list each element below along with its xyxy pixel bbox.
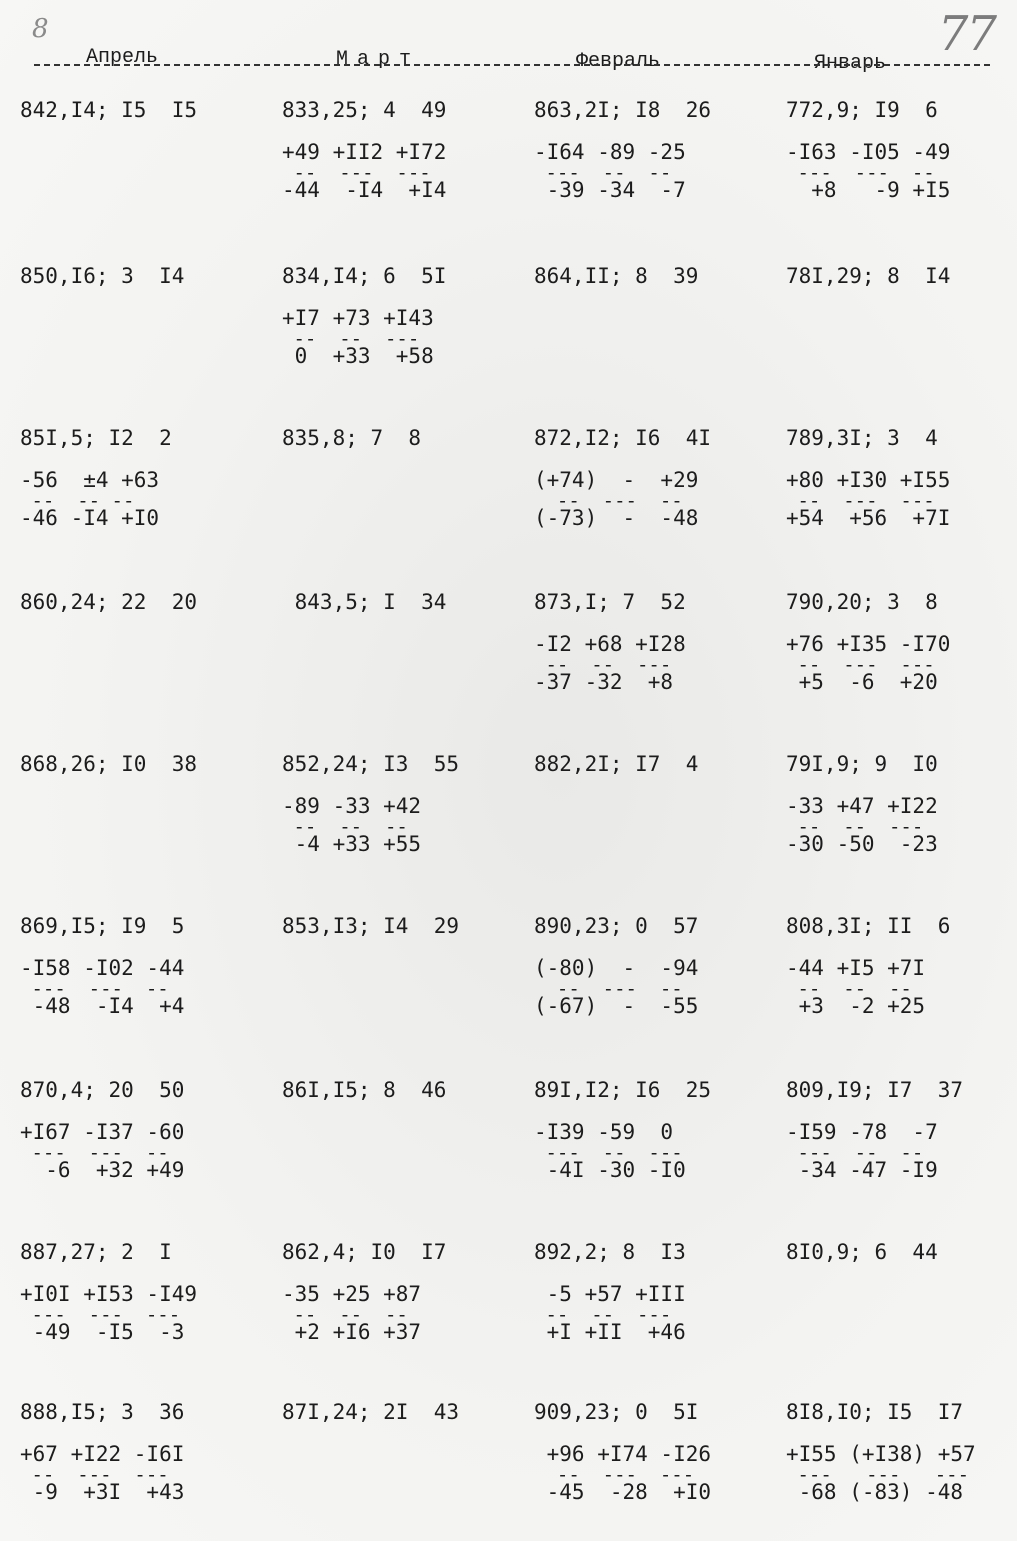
entry-numerator bbox=[282, 958, 527, 982]
entry-january bbox=[786, 592, 1017, 752]
entry-numerator: +I7 +73 +I43 bbox=[282, 306, 434, 330]
entry-header: 8I0,9; 6 44 bbox=[786, 1240, 938, 1264]
entry-april bbox=[20, 1402, 265, 1541]
entry-denominator bbox=[786, 1322, 1017, 1346]
entry-denominator: -39 -34 -7 bbox=[534, 178, 686, 202]
entry-dash-rule: --- -- -- bbox=[534, 162, 672, 184]
entry-header: 869,I5; I9 5 bbox=[20, 914, 185, 938]
entry-header: 862,4; I0 I7 bbox=[282, 1240, 447, 1264]
entry-february bbox=[534, 100, 779, 260]
entry-numerator: -5 +57 +III bbox=[534, 1282, 686, 1306]
entry-january bbox=[786, 100, 1017, 260]
entry-denominator: -37 -32 +8 bbox=[534, 670, 674, 694]
entry-numerator: +96 +I74 -I26 bbox=[534, 1442, 712, 1466]
entry-dash-rule: -- -- --- bbox=[534, 1304, 672, 1326]
entry-denominator: -44 -I4 +I4 bbox=[282, 178, 447, 202]
entry-numerator: +I67 -I37 -60 bbox=[20, 1120, 185, 1144]
ledger-grid bbox=[16, 96, 996, 1536]
entry-february bbox=[534, 1402, 779, 1541]
entry-february bbox=[534, 428, 779, 588]
entry-numerator: -I39 -59 0 bbox=[534, 1120, 674, 1144]
entry-denominator: -48 -I4 +4 bbox=[20, 994, 185, 1018]
entry-numerator: +67 +I22 -I6I bbox=[20, 1442, 185, 1466]
entry-dash-rule: -- --- -- bbox=[534, 978, 683, 1000]
entry-march bbox=[282, 100, 527, 260]
entry-dash-rule bbox=[282, 660, 527, 670]
entry-header: 887,27; 2 I bbox=[20, 1240, 172, 1264]
entry-header: 79I,9; 9 I0 bbox=[786, 752, 938, 776]
entry-april bbox=[20, 428, 265, 588]
entry-february bbox=[534, 754, 779, 914]
entry-dash-rule: -- --- --- bbox=[534, 1464, 695, 1486]
entry-numerator bbox=[786, 308, 1017, 332]
entry-dash-rule: -- --- --- bbox=[282, 162, 431, 184]
entry-dash-rule bbox=[20, 334, 265, 344]
entry-denominator: +8 -9 +I5 bbox=[786, 178, 951, 202]
entry-dash-rule: -- --- -- bbox=[534, 490, 683, 512]
entry-february bbox=[534, 592, 779, 752]
entry-dash-rule bbox=[534, 334, 779, 344]
entry-denominator: (-73) - -48 bbox=[534, 506, 699, 530]
entry-april bbox=[20, 592, 265, 752]
entry-denominator bbox=[282, 508, 527, 532]
entry-dash-rule: --- --- -- bbox=[20, 978, 169, 1000]
entry-january bbox=[786, 1402, 1017, 1541]
entry-april bbox=[20, 266, 265, 426]
header-february: Февраль bbox=[576, 50, 661, 73]
entry-denominator: +5 -6 +20 bbox=[786, 670, 938, 694]
entry-header: 872,I2; I6 4I bbox=[534, 426, 712, 450]
entry-march bbox=[282, 1402, 527, 1541]
entry-header: 87I,24; 2I 43 bbox=[282, 1400, 460, 1424]
entry-header: 863,2I; I8 26 bbox=[534, 98, 712, 122]
entry-february bbox=[534, 266, 779, 426]
entry-dash-rule: -- -- -- bbox=[282, 816, 408, 838]
entry-header: 843,5; I 34 bbox=[282, 590, 447, 614]
entry-numerator bbox=[534, 796, 779, 820]
entry-numerator: (+74) - +29 bbox=[534, 468, 699, 492]
entry-header: 852,24; I3 55 bbox=[282, 752, 460, 776]
entry-header: 853,I3; I4 29 bbox=[282, 914, 460, 938]
entry-header: 888,I5; 3 36 bbox=[20, 1400, 185, 1424]
entry-march bbox=[282, 266, 527, 426]
entry-dash-rule: --- -- --- bbox=[534, 1142, 683, 1164]
entry-numerator bbox=[282, 634, 527, 658]
entry-january bbox=[786, 1242, 1017, 1402]
entry-dash-rule: -- -- -- bbox=[282, 1304, 408, 1326]
entry-header: 8I8,I0; I5 I7 bbox=[786, 1400, 964, 1424]
entry-denominator: -4 +33 +55 bbox=[282, 832, 422, 856]
entry-numerator: -44 +I5 +7I bbox=[786, 956, 926, 980]
entry-denominator: +3 -2 +25 bbox=[786, 994, 926, 1018]
entry-header: 870,4; 20 50 bbox=[20, 1078, 185, 1102]
entry-numerator bbox=[20, 796, 265, 820]
entry-dash-rule: -- -- -- bbox=[20, 490, 135, 512]
corner-page-mark: 8 bbox=[32, 14, 49, 44]
month-headers bbox=[0, 40, 1017, 80]
entry-denominator bbox=[282, 996, 527, 1020]
entry-denominator bbox=[282, 1482, 527, 1506]
entry-header: 850,I6; 3 I4 bbox=[20, 264, 185, 288]
header-april: Апрель bbox=[86, 46, 159, 69]
entry-header: 882,2I; I7 4 bbox=[534, 752, 699, 776]
entry-denominator: -4I -30 -I0 bbox=[534, 1158, 686, 1182]
entry-january bbox=[786, 916, 1017, 1076]
entry-denominator: +54 +56 +7I bbox=[786, 506, 951, 530]
entry-dash-rule: -- --- --- bbox=[20, 1464, 169, 1486]
entry-denominator: -46 -I4 +I0 bbox=[20, 506, 160, 530]
entry-dash-rule bbox=[282, 496, 527, 506]
entry-march bbox=[282, 754, 527, 914]
entry-numerator bbox=[282, 1122, 527, 1146]
entry-header: 909,23; 0 5I bbox=[534, 1400, 699, 1424]
entry-denominator: +I +II +46 bbox=[534, 1320, 686, 1344]
entry-dash-rule: -- -- --- bbox=[786, 816, 924, 838]
entry-denominator bbox=[20, 834, 265, 858]
entry-numerator: -I64 -89 -25 bbox=[534, 140, 686, 164]
entry-header: 834,I4; 6 5I bbox=[282, 264, 447, 288]
entry-april bbox=[20, 916, 265, 1076]
entry-header: 860,24; 22 20 bbox=[20, 590, 198, 614]
entry-numerator: -I58 -I02 -44 bbox=[20, 956, 185, 980]
entry-denominator bbox=[786, 346, 1017, 370]
entry-denominator bbox=[20, 672, 265, 696]
entry-numerator: -33 +47 +I22 bbox=[786, 794, 938, 818]
entry-april bbox=[20, 754, 265, 914]
entry-denominator bbox=[20, 346, 265, 370]
entry-header: 790,20; 3 8 bbox=[786, 590, 938, 614]
entry-numerator: +76 +I35 -I70 bbox=[786, 632, 951, 656]
entry-numerator: -I2 +68 +I28 bbox=[534, 632, 686, 656]
entry-dash-rule: --- -- -- bbox=[786, 1142, 924, 1164]
entry-denominator: -45 -28 +I0 bbox=[534, 1480, 712, 1504]
entry-header: 864,II; 8 39 bbox=[534, 264, 699, 288]
entry-dash-rule bbox=[786, 1310, 1017, 1320]
entry-header: 835,8; 7 8 bbox=[282, 426, 422, 450]
entry-numerator: +80 +I30 +I55 bbox=[786, 468, 951, 492]
entry-denominator bbox=[282, 1160, 527, 1184]
entry-dash-rule: -- --- --- bbox=[786, 654, 935, 676]
entry-denominator: +2 +I6 +37 bbox=[282, 1320, 422, 1344]
entry-january bbox=[786, 428, 1017, 588]
entry-numerator: -I59 -78 -7 bbox=[786, 1120, 938, 1144]
entry-header: 890,23; 0 57 bbox=[534, 914, 699, 938]
entry-denominator: -9 +3I +43 bbox=[20, 1480, 185, 1504]
entry-numerator: -56 ±4 +63 bbox=[20, 468, 160, 492]
entry-dash-rule bbox=[534, 822, 779, 832]
entry-numerator bbox=[20, 142, 265, 166]
entry-header: 89I,I2; I6 25 bbox=[534, 1078, 712, 1102]
entry-numerator: +49 +II2 +I72 bbox=[282, 140, 447, 164]
entry-dash-rule: --- --- --- bbox=[20, 1304, 181, 1326]
entry-march bbox=[282, 1242, 527, 1402]
entry-denominator bbox=[534, 834, 779, 858]
entry-dash-rule bbox=[20, 168, 265, 178]
entry-header: 808,3I; II 6 bbox=[786, 914, 951, 938]
entry-dash-rule: -- -- --- bbox=[534, 654, 672, 676]
header-march: Март bbox=[336, 48, 421, 71]
entry-dash-rule bbox=[282, 984, 527, 994]
entry-denominator: -49 -I5 -3 bbox=[20, 1320, 185, 1344]
entry-denominator: -68 (-83) -48 bbox=[786, 1480, 964, 1504]
entry-denominator: -6 +32 +49 bbox=[20, 1158, 185, 1182]
entry-numerator bbox=[282, 470, 527, 494]
entry-january bbox=[786, 1080, 1017, 1240]
entry-header: 892,2; 8 I3 bbox=[534, 1240, 686, 1264]
entry-denominator bbox=[20, 180, 265, 204]
entry-april bbox=[20, 1080, 265, 1240]
entry-march bbox=[282, 916, 527, 1076]
entry-numerator: -35 +25 +87 bbox=[282, 1282, 422, 1306]
entry-numerator bbox=[786, 1284, 1017, 1308]
entry-header: 789,3I; 3 4 bbox=[786, 426, 938, 450]
entry-denominator bbox=[534, 346, 779, 370]
entry-dash-rule bbox=[282, 1470, 527, 1480]
entry-header: 809,I9; I7 37 bbox=[786, 1078, 964, 1102]
entry-denominator: (-67) - -55 bbox=[534, 994, 699, 1018]
entry-denominator: 0 +33 +58 bbox=[282, 344, 434, 368]
header-january: Январь bbox=[814, 52, 887, 75]
entry-march bbox=[282, 428, 527, 588]
entry-header: 78I,29; 8 I4 bbox=[786, 264, 951, 288]
entry-numerator: -I63 -I05 -49 bbox=[786, 140, 951, 164]
entry-numerator: +I55 (+I38) +57 bbox=[786, 1442, 976, 1466]
entry-dash-rule bbox=[786, 334, 1017, 344]
entry-numerator bbox=[20, 308, 265, 332]
entry-dash-rule bbox=[20, 822, 265, 832]
entry-numerator: +I0I +I53 -I49 bbox=[20, 1282, 198, 1306]
entry-dash-rule: --- --- --- bbox=[786, 1464, 970, 1486]
entry-denominator: -34 -47 -I9 bbox=[786, 1158, 938, 1182]
entry-numerator bbox=[20, 634, 265, 658]
entry-header: 85I,5; I2 2 bbox=[20, 426, 172, 450]
entry-header: 842,I4; I5 I5 bbox=[20, 98, 198, 122]
entry-numerator bbox=[282, 1444, 527, 1468]
entry-dash-rule: -- -- -- bbox=[786, 978, 912, 1000]
entry-january bbox=[786, 754, 1017, 914]
entry-april bbox=[20, 1242, 265, 1402]
entry-february bbox=[534, 916, 779, 1076]
entry-header: 772,9; I9 6 bbox=[786, 98, 938, 122]
header-rule bbox=[34, 64, 990, 66]
entry-january bbox=[786, 266, 1017, 426]
entry-march bbox=[282, 592, 527, 752]
entry-dash-rule bbox=[20, 660, 265, 670]
entry-header: 873,I; 7 52 bbox=[534, 590, 686, 614]
entry-dash-rule: --- --- -- bbox=[786, 162, 935, 184]
entry-header: 833,25; 4 49 bbox=[282, 98, 447, 122]
entry-denominator: -30 -50 -23 bbox=[786, 832, 938, 856]
folio-number: 77 bbox=[937, 6, 995, 62]
entry-march bbox=[282, 1080, 527, 1240]
entry-header: 86I,I5; 8 46 bbox=[282, 1078, 447, 1102]
entry-numerator bbox=[534, 308, 779, 332]
entry-denominator bbox=[282, 672, 527, 696]
entry-dash-rule: -- --- --- bbox=[786, 490, 935, 512]
entry-february bbox=[534, 1080, 779, 1240]
entry-april bbox=[20, 100, 265, 260]
entry-dash-rule: --- --- -- bbox=[20, 1142, 169, 1164]
entry-dash-rule bbox=[282, 1148, 527, 1158]
entry-dash-rule: -- -- --- bbox=[282, 328, 420, 350]
entry-february bbox=[534, 1242, 779, 1402]
entry-numerator: -89 -33 +42 bbox=[282, 794, 422, 818]
entry-header: 868,26; I0 38 bbox=[20, 752, 198, 776]
entry-numerator: (-80) - -94 bbox=[534, 956, 699, 980]
